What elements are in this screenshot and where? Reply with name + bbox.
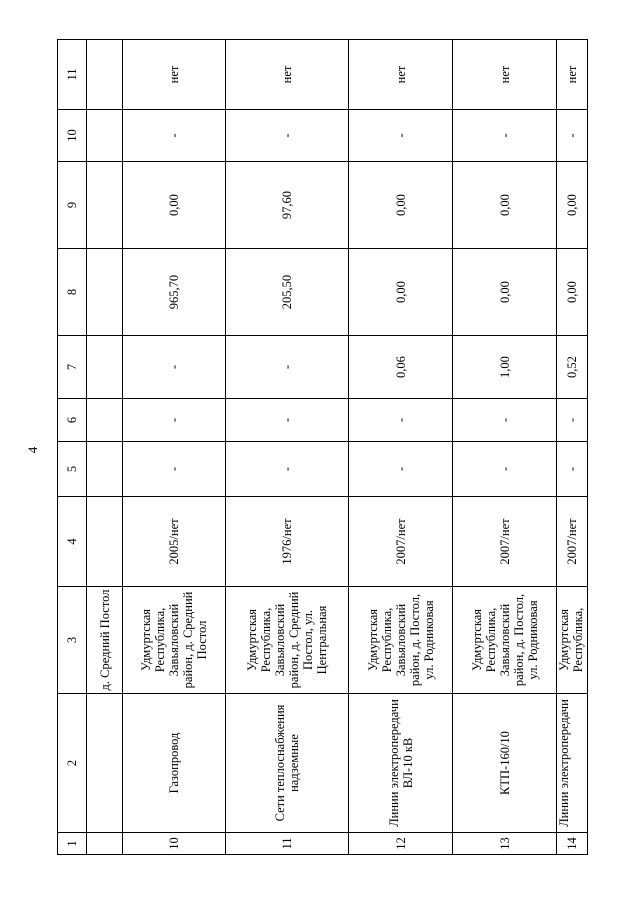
asset-name: Газопровод — [123, 694, 226, 833]
header-cell: 5 — [58, 442, 87, 497]
row-number: 11 — [226, 833, 349, 855]
asset-address: Удмуртская Республика, — [557, 587, 588, 694]
continued-address-cell: д. Средний Постол — [87, 587, 123, 694]
cell-col11: нет — [226, 40, 349, 110]
cell-col11: нет — [123, 40, 226, 110]
header-cell: 4 — [58, 497, 87, 587]
cell-col8: 0,00 — [453, 249, 557, 336]
row-number: 12 — [349, 833, 453, 855]
asset-address: Удмуртская Республика, Завьяловский район, д. Средний Постол, ул. Центральная — [226, 587, 349, 694]
cell-col8: 965,70 — [123, 249, 226, 336]
cell-col5: - — [557, 442, 588, 497]
cell-col6: - — [349, 399, 453, 442]
asset-address: Удмуртская Республика, Завьяловский район, д. Постол, ул. Родниковая — [349, 587, 453, 694]
row-number: 14 — [557, 833, 588, 855]
cell-col10: - — [349, 110, 453, 162]
cell-col7: 1,00 — [453, 336, 557, 399]
cell-col7: - — [226, 336, 349, 399]
header-cell: 2 — [58, 694, 87, 833]
asset-name: Сети теплоснабжения надземные — [226, 694, 349, 833]
asset-year: 2005/нет — [123, 497, 226, 587]
table-cell — [87, 694, 123, 833]
page-number: 4 — [25, 446, 40, 454]
cell-col7: - — [123, 336, 226, 399]
header-cell: 11 — [58, 40, 87, 110]
table-cell — [87, 442, 123, 497]
table-cell — [87, 110, 123, 162]
asset-year: 2007/нет — [557, 497, 588, 587]
table-cell — [87, 833, 123, 855]
cell-col10: - — [123, 110, 226, 162]
cell-col8: 205,50 — [226, 249, 349, 336]
table-row — [226, 40, 349, 855]
cell-col5: - — [226, 442, 349, 497]
assets-table — [57, 39, 588, 855]
cell-col5: - — [123, 442, 226, 497]
asset-year: 2007/нет — [349, 497, 453, 587]
table-cell — [87, 336, 123, 399]
header-cell: 3 — [58, 587, 87, 694]
header-cell: 8 — [58, 249, 87, 336]
cell-col11: нет — [453, 40, 557, 110]
cell-col8: 0,00 — [557, 249, 588, 336]
cell-col10: - — [557, 110, 588, 162]
cell-col8: 0,00 — [349, 249, 453, 336]
asset-address: Удмуртская Республика, Завьяловский район, д. Средний Постол — [123, 587, 226, 694]
asset-year: 1976/нет — [226, 497, 349, 587]
cell-col9: 0,00 — [453, 162, 557, 249]
asset-name: Линии электропередачи — [557, 694, 588, 833]
cell-col5: - — [349, 442, 453, 497]
row-number: 13 — [453, 833, 557, 855]
cell-col10: - — [453, 110, 557, 162]
cell-col10: - — [226, 110, 349, 162]
table-cell — [87, 249, 123, 336]
cell-col6: - — [557, 399, 588, 442]
table-row — [123, 40, 226, 855]
cell-col7: 0,06 — [349, 336, 453, 399]
header-row — [58, 40, 87, 855]
row-number: 10 — [123, 833, 226, 855]
cell-col5: - — [453, 442, 557, 497]
cell-col9: 0,00 — [349, 162, 453, 249]
table-row — [349, 40, 453, 855]
cell-col9: 97,60 — [226, 162, 349, 249]
cell-col6: - — [123, 399, 226, 442]
cell-col9: 0,00 — [557, 162, 588, 249]
header-cell: 7 — [58, 336, 87, 399]
cell-col6: - — [226, 399, 349, 442]
asset-name: Линии электропередачи ВЛ-10 кВ — [349, 694, 453, 833]
table-row — [557, 40, 588, 855]
header-cell: 10 — [58, 110, 87, 162]
cell-col7: 0,52 — [557, 336, 588, 399]
table-cell — [87, 162, 123, 249]
cell-col11: нет — [557, 40, 588, 110]
cell-col9: 0,00 — [123, 162, 226, 249]
table-cell — [87, 497, 123, 587]
header-cell: 6 — [58, 399, 87, 442]
table-cell — [87, 40, 123, 110]
asset-name: КТП-160/10 — [453, 694, 557, 833]
asset-year: 2007/нет — [453, 497, 557, 587]
table-row — [453, 40, 557, 855]
cell-col11: нет — [349, 40, 453, 110]
header-cell: 9 — [58, 162, 87, 249]
table-cell — [87, 399, 123, 442]
asset-address: Удмуртская Республика, Завьяловский район, д. Постол, ул. Родниковая — [453, 587, 557, 694]
cell-col6: - — [453, 399, 557, 442]
header-cell: 1 — [58, 833, 87, 855]
rotated-table-wrapper — [57, 40, 586, 855]
continuation-row — [87, 40, 123, 855]
